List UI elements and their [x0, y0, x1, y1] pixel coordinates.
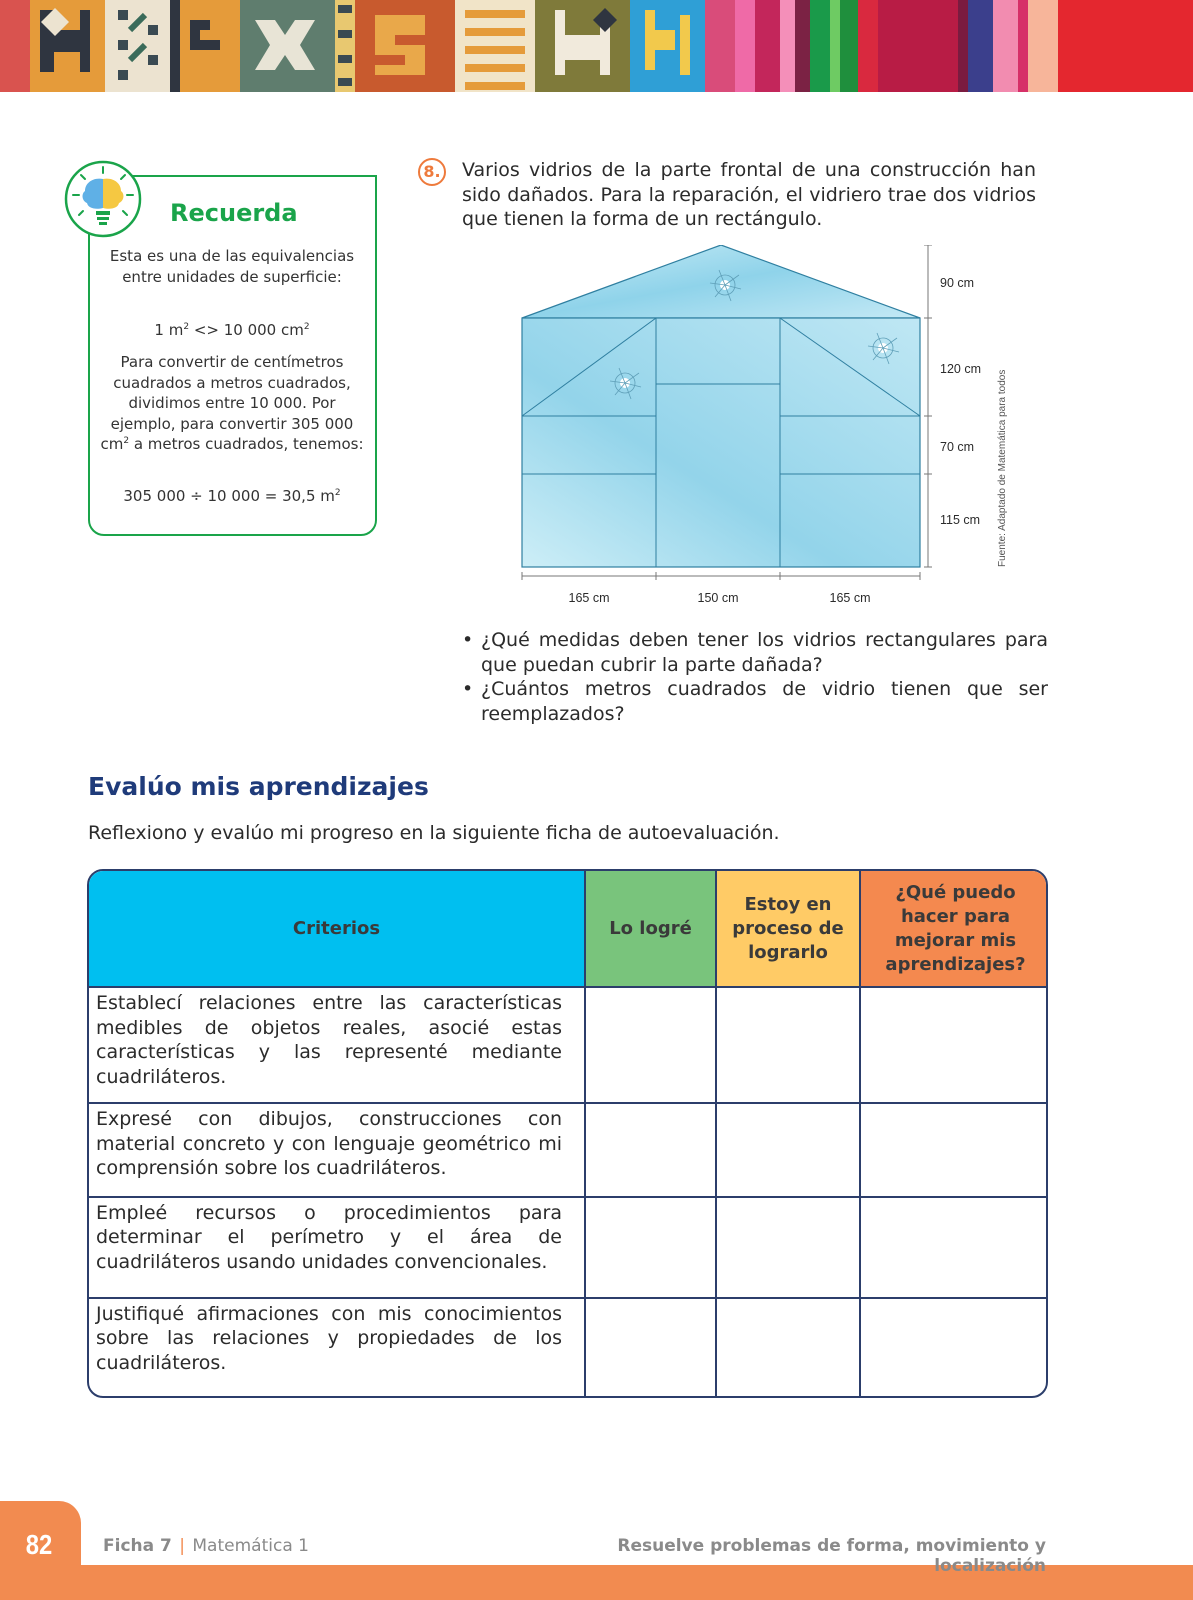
table-row [89, 1197, 1048, 1298]
mejorar-cell[interactable] [860, 1298, 1048, 1396]
glass-facade-figure [515, 245, 1015, 615]
dim-left-width: 165 cm [568, 591, 610, 605]
mejorar-cell[interactable] [860, 1103, 1048, 1196]
footer-ficha: Ficha 7 | Matemática 1 [103, 1536, 309, 1556]
recuerda-method: Para convertir de centímetros cuadrados a metros cuadrados, dividimos entre 10 000. Por ejemplo, para convertir 305 000 $cm^2$ a metros cuadrados, tenemos: [100, 353, 364, 453]
question-item: • ¿Qué medidas deben tener los vidrios rectangulares para que puedan cubrir la parte dañada? [462, 628, 1048, 677]
problem-number: 8. [418, 158, 446, 186]
header-criterios: Criterios [89, 871, 585, 987]
mejorar-cell[interactable] [860, 987, 1048, 1103]
lo-logre-cell[interactable] [585, 1298, 716, 1396]
header-lo-logre: Lo logré [585, 871, 716, 987]
criterion-text: Expresé con dibujos, construcciones con material concreto y con lenguaje geométrico mi comprensión sobre los cuadriláteros. [89, 1103, 585, 1196]
textile-banner [0, 0, 1193, 92]
dim-right-width: 165 cm [829, 591, 871, 605]
header-en-proceso: Estoy en proceso de lograrlo [716, 871, 860, 987]
lo-logre-cell[interactable] [585, 987, 716, 1103]
evaluation-intro: Reflexiono y evalúo mi progreso en la siguiente ficha de autoevaluación. [88, 822, 780, 844]
en-proceso-cell[interactable] [716, 1298, 860, 1396]
dim-middle: 70 cm [940, 440, 975, 454]
dim-roof: 90 cm [940, 276, 975, 290]
self-assessment-table [87, 869, 1048, 1398]
evaluation-title: Evalúo mis aprendizajes [88, 772, 429, 801]
recuerda-title: Recuerda [170, 199, 298, 227]
table-row [89, 1103, 1048, 1196]
dim-center-width: 150 cm [697, 591, 739, 605]
problem-questions [462, 628, 1048, 726]
dim-lower: 115 cm [940, 513, 981, 527]
table-row [89, 1298, 1048, 1396]
criterion-text: Justifiqué afirmaciones con mis conocimientos sobre las relaciones y propiedades de los cuadriláteros. [89, 1298, 585, 1396]
recuerda-example: 305 000 ÷ 10 000 = 30,5 $m^2$ [123, 487, 341, 505]
en-proceso-cell[interactable] [716, 1197, 860, 1298]
lo-logre-cell[interactable] [585, 1197, 716, 1298]
lo-logre-cell[interactable] [585, 1103, 716, 1196]
recuerda-intro: Esta es una de las equivalencias entre unidades de superficie: [109, 247, 355, 286]
figure-source: Fuente: Adaptado de Matemática para todos [997, 369, 1008, 567]
header-mejorar: ¿Qué puedo hacer para mejorar mis aprendizajes? [860, 871, 1048, 987]
question-item: • ¿Cuántos metros cuadrados de vidrio tienen que ser reemplazados? [462, 677, 1048, 726]
criterion-text: Empleé recursos o procedimientos para determinar el perímetro y el área de cuadriláteros usando unidades convencionales. [89, 1197, 585, 1298]
problem-statement: Varios vidrios de la parte frontal de una construcción han sido dañados. Para la reparación, el vidriero trae dos vidrios que tienen la forma de un rectángulo. [462, 159, 1036, 230]
table-row [89, 987, 1048, 1103]
lightbulb-brain-icon [63, 159, 143, 239]
page-number: 82 [25, 1529, 53, 1560]
criterion-text: Establecí relaciones entre las características medibles de objetos reales, asocié estas características y las representé mediante cuadriláteros. [89, 987, 585, 1103]
recuerda-equivalence: 1 $m^2 <> 10$ 000 $cm^2$ [154, 321, 310, 339]
dim-upper: 120 cm [940, 362, 981, 376]
mejorar-cell[interactable] [860, 1197, 1048, 1298]
en-proceso-cell[interactable] [716, 1103, 860, 1196]
en-proceso-cell[interactable] [716, 987, 860, 1103]
footer-competence: Resuelve problemas de forma, movimiento y localización [617, 1536, 1046, 1576]
